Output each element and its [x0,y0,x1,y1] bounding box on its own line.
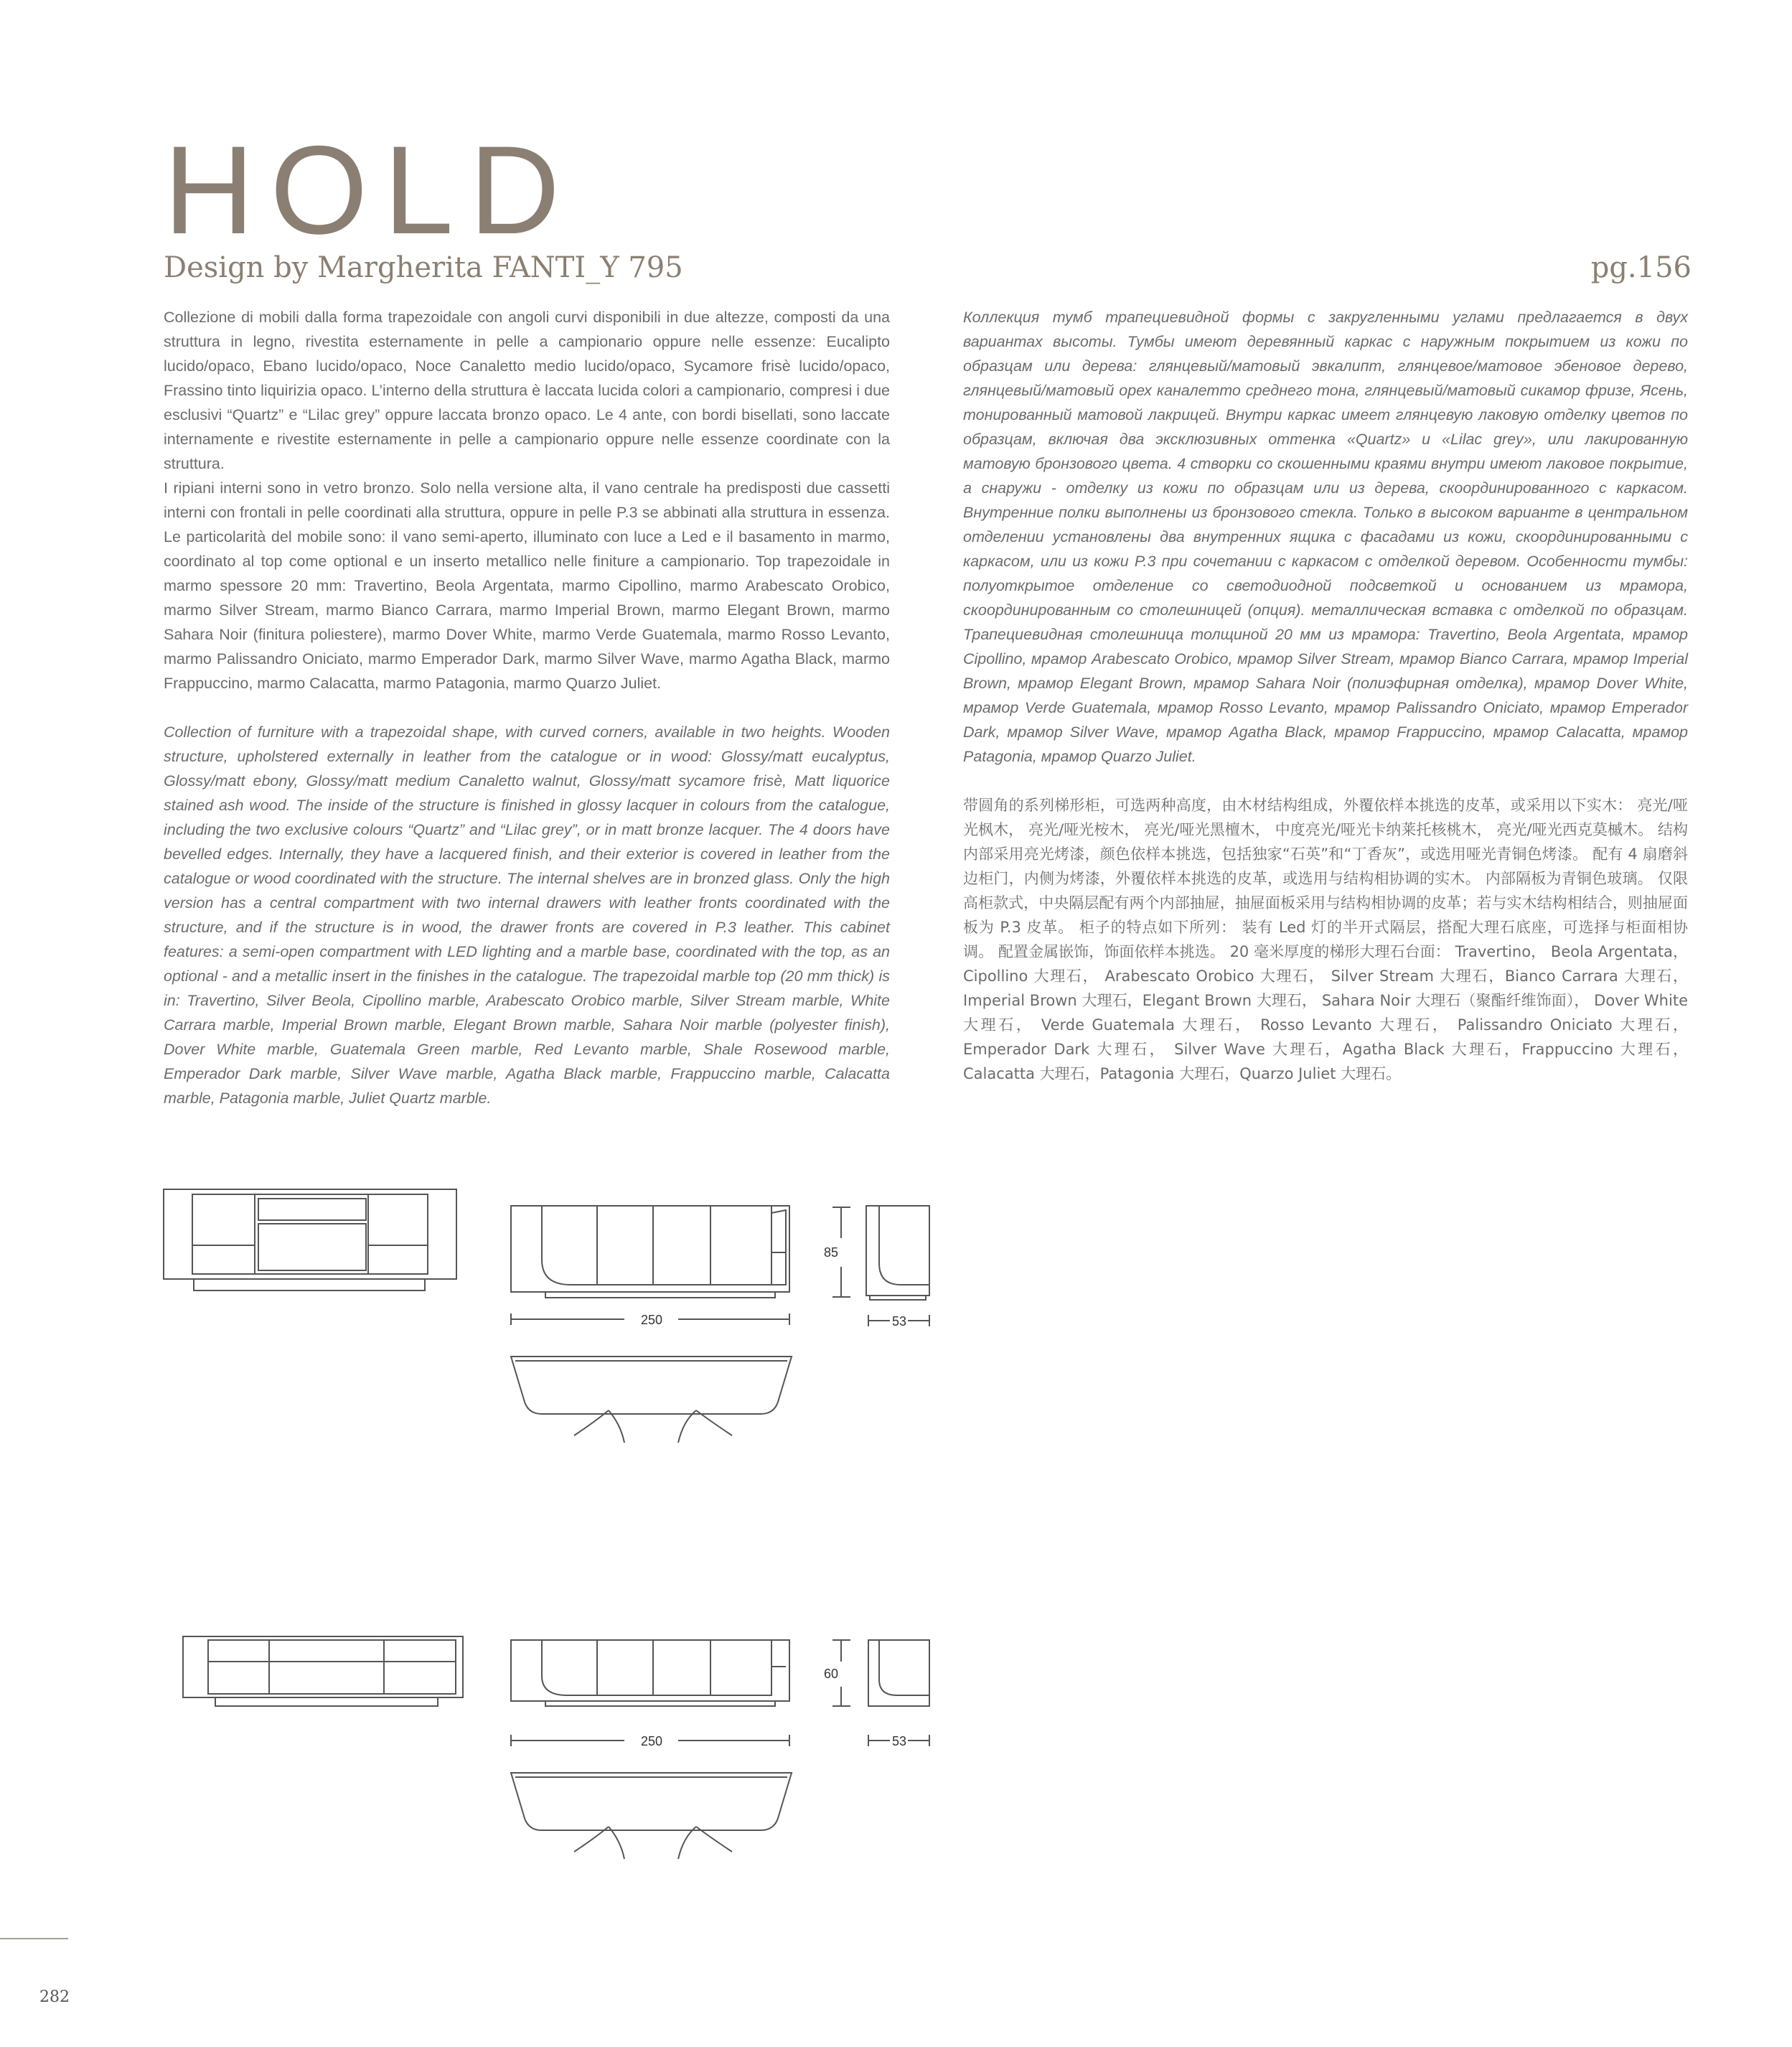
low-height-label: 60 [824,1667,839,1681]
low-front-view [183,1636,463,1706]
italian-paragraph-2: I ripiani interni sono in vetro bronzo. Solo nella versione alta, il vano centrale ha predisposti due cassetti interni con frontali in pelle coordinati alla struttura, oppure in pelle P.3 se abbinati alla struttura in essenza. Le particolarità del mobile sono: il vano semi-aperto, illuminato con luce a Led e il basamento in marmo, coordinato al top come optional e un inserto metallico nelle finiture a campionario. Top trapezoidale in marmo spessore 20 mm: Travertino, Beola Argentata, marmo Cipollino, marmo Arabescato Orobico, marmo Silver Stream, marmo Bianco Carrara, marmo Imperial Brown, marmo Elegant Brown, marmo Sahara Noir (finitura poliestere), marmo Dover White, marmo Verde Guatemala, marmo Rosso Levanto, marmo Palissandro Oniciato, marmo Emperador Dark, marmo Silver Wave, marmo Agatha Black, marmo Frappuccino, marmo Calacatta, marmo Patagonia, marmo Quarzo Juliet. [164,479,890,692]
high-width-label: 250 [641,1313,663,1327]
chinese-paragraph: 带圆角的系列梯形柜，可选两种高度，由木材结构组成，外覆依样本挑选的皮革，或采用以下实木： 亮光/哑光枫木， 亮光/哑光桉木， 亮光/哑光黑檀木， 中度亮光/哑光卡纳莱托核桃木， 亮光/哑光西克莫槭木。 结构内部采用亮光烤漆，颜色依样本挑选，包括独家“石英”和“丁香灰”，或选用哑光青铜色烤漆。 配有 4 扇磨斜边柜门，内侧为烤漆，外覆依样本挑选的皮革，或选用与结构相协调的实木。 内部隔板为青铜色玻璃。 仅限高柜款式，中央隔层配有两个内部抽屉，抽屉面板采用与结构相协调的皮革；若与实木结构相结合，则抽屉面板为 P.3 皮革。 柜子的特点如下所列： 装有 Led 灯的半开式隔层，搭配大理石底座，可选择与柜面相协调。 配置金属嵌饰，饰面依样本挑选。 20 毫米厚度的梯形大理石台面： Travertino， Beola Argentata， Cipollino 大理石， Arabescato Orobico 大理石， Silver Stream 大理石，Bianco Carrara 大理石， Imperial Brown 大理石，Elegant Brown 大理石， Sahara Noir 大理石（聚酯纤维饰面）， Dover White 大理石， Verde Guatemala 大理石， Rosso Levanto 大理石， Palissandro Oniciato 大理石， Emperador Dark 大理石， Silver Wave 大理石，Agatha Black 大理石，Frappuccino 大理石，Calacatta 大理石，Patagonia 大理石，Quarzo Juliet 大理石。 [963,797,1688,1082]
designer-subtitle: Design by Margherita FANTI_Y 795 [164,251,683,284]
low-side-view [832,1640,929,1746]
low-doors-view [511,1640,789,1706]
english-paragraph: Collection of furniture with a trapezoidal shape, with curved corners, available in two heights. Wooden structure, upholstered externally in leather from the catalogue or in wood: Glossy/matt eucalyptus, Glossy/matt ebony, Glossy/matt medium Canaletto walnut, Glossy/matt sycamore frisè, Matt liquorice stained ash wood. The inside of the structure is finished in glossy lacquer in colours from the catalogue, including the two exclusive colours “Quartz” and “Lilac grey”, or in matt bronze lacquer. The 4 doors have bevelled edges. Internally, they have a lacquered finish, and their exterior is covered in leather from the catalogue or wood coordinated with the structure. The internal shelves are in bronzed glass. Only the high version has a central compartment with two internal drawers with leather fronts coordinated with the structure, and if the structure is in wood, the drawer fronts are covered in P.3 leather. This cabinet features: a semi-open compartment with LED lighting and a marble base, coordinated with the top, as an optional - and a metallic insert in the finishes in the catalogue. The trapezoidal marble top (20 mm thick) is in: Travertino, Silver Beola, Cipollino marble, Arabescato Orobico marble, Silver Stream marble, White Carrara marble, Imperial Brown marble, Elegant Brown marble, Sahara Noir marble (polyester finish), Dover White marble, Guatemala Green marble, Red Levanto marble, Shale Rosewood marble, Emperador Dark marble, Silver Wave marble, Agatha Black marble, Frappuccino marble, Calacatta marble, Patagonia marble, Juliet Quartz marble. [164,723,890,1107]
page-reference: pg.156 [1590,251,1692,284]
high-depth-label: 53 [892,1314,907,1329]
russian-paragraph: Коллекция тумб трапециевидной формы с закругленными углами предлагается в двух вариантах высоты. Тумбы имеют деревянный каркас с наружным покрытием из кожи по образцам или дерева: глянцевый/матовый эвкалипт, глянцевое/матовое эбеновое дерево, глянцевый/матовый орех каналетто среднего тона, глянцевый/матовый сикамор фризе, Ясень, тонированный матовой лакрицей. Внутри каркас имеет глянцевую лаковую отделку цветов по образцам, включая два эксклюзивных оттенка «Quartz» и «Lilac grey», или лакированную матовую бронзового цвета. 4 створки со скошенными краями внутри имеют лаковое покрытие, а снаружи - отделку из кожи по образцам или из дерева, скоординированного с каркасом. Внутренние полки выполнены из бронзового стекла. Только в высоком варианте в центральном отделении установлены два внутренних ящика с фасадами из кожи, скоординированными с каркасом, или из кожи P.3 при сочетании с каркасом с отделкой деревом. Особенности тумбы: полуоткрытое отделение со светодиодной подсветкой и основанием из мрамора, скоординированным со столешницей (опция). металлическая вставка с отделкой по образцам. Трапециевидная столешница толщиной 20 мм из мрамора: Travertino, Beola Argentata, мрамор Cipollino, мрамор Arabescato Orobico, мрамор Silver Stream, мрамор Bianco Carrara, мрамор Imperial Brown, мрамор Elegant Brown, мрамор Sahara Noir (полиэфирная отделка), мрамор Dover White, мрамор Verde Guatemala, мрамор Rosso Levanto, мрамор Palissandro Oniciato, мрамор Emperador Dark, мрамор Silver Wave, мрамор Agatha Black, мрамор Frappuccino, мрамор Calacatta, мрамор Patagonia, мрамор Quarzo Juliet. [963,309,1688,765]
high-front-view [164,1189,456,1290]
footer-rule [0,1938,68,1939]
high-top-view [511,1357,792,1443]
low-depth-label: 53 [892,1734,907,1748]
high-side-view [832,1206,929,1326]
product-title: HOLD [164,121,576,261]
italian-paragraph-1: Collezione di mobili dalla forma trapezoidale con angoli curvi disponibili in due altezze, composti da una struttura in legno, rivestita esternamente in pelle a campionario oppure nelle essenze: Eucalipto lucido/opaco, Ebano lucido/opaco, Noce Canaletto medio lucido/opaco, Sycamore frisè lucido/opaco, Frassino tinto liquirizia opaco. L’interno della struttura è laccata lucida colori a campionario, compresi i due esclusivi “Quartz” e “Lilac grey” oppure laccata bronzo opaco. Le 4 ante, con bordi bisellati, sono laccate internamente e rivestite esternamente in pelle a campionario oppure nelle essenze coordinate con la struttura. [164,309,890,472]
low-width-label: 250 [641,1734,663,1748]
low-top-view [511,1773,792,1859]
high-height-label: 85 [824,1245,839,1260]
high-doors-view [511,1206,789,1298]
page-number: 282 [39,1988,70,2006]
